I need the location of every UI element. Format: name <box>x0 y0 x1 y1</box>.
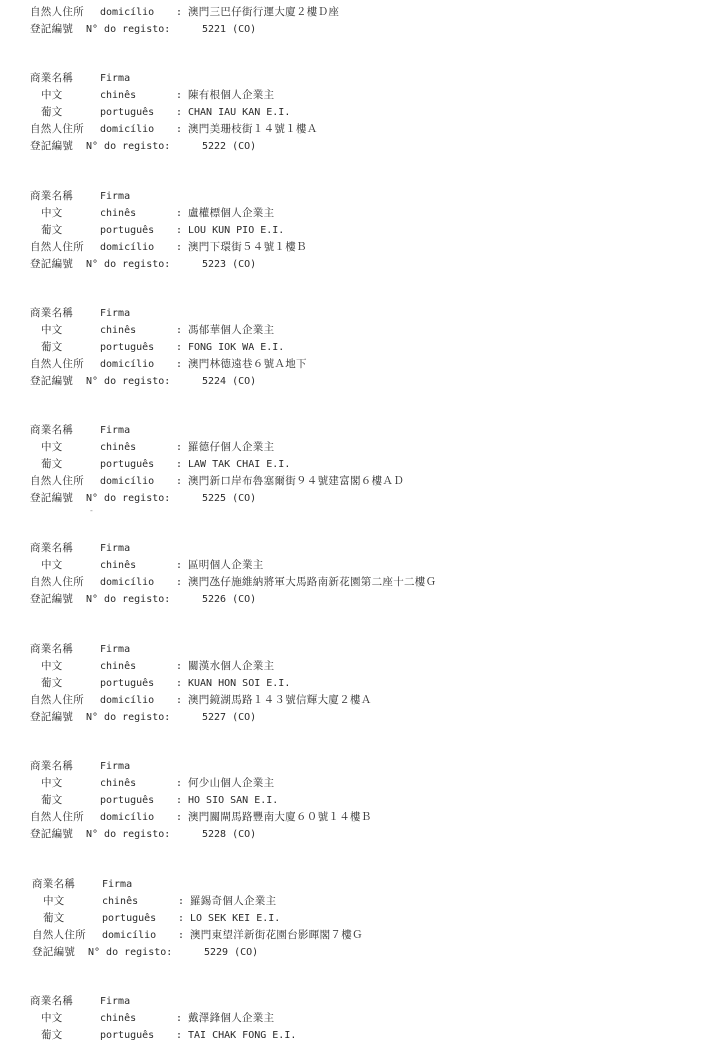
domicilio-label-zh: 自然人住所 <box>30 694 84 706</box>
registo-label-zh: 登記編號 <box>30 828 74 840</box>
registo-value: 5224 (CO) <box>202 376 257 387</box>
portugues-name-value: LOU KUN PIO E.I. <box>188 225 285 236</box>
registry-entry <box>30 641 690 726</box>
separator-colon: : <box>176 459 183 470</box>
domicilio-label-zh: 自然人住所 <box>30 358 84 370</box>
registo-label-zh: 登記編號 <box>30 258 74 270</box>
firma-label-zh: 商業名稱 <box>30 760 74 772</box>
registo-value: 5223 (CO) <box>202 259 257 270</box>
separator-colon: : <box>178 896 185 907</box>
registo-line <box>30 709 690 726</box>
chines-line <box>30 205 690 222</box>
registo-value: 5227 (CO) <box>202 712 257 723</box>
registo-value: 5228 (CO) <box>202 829 257 840</box>
portugues-name-value: FONG IOK WA E.I. <box>188 342 285 353</box>
registo-line <box>30 373 690 390</box>
separator-colon: : <box>176 442 183 453</box>
separator-colon: : <box>176 359 183 370</box>
domicilio-label-zh: 自然人住所 <box>30 241 84 253</box>
separator-colon: : <box>176 208 183 219</box>
portugues-label-zh: 葡文 <box>41 224 63 236</box>
portugues-label-zh: 葡文 <box>41 1029 63 1041</box>
registo-line <box>30 21 690 38</box>
portugues-name-value: CHAN IAU KAN E.I. <box>188 107 291 118</box>
separator-colon: : <box>176 242 183 253</box>
separator-colon: : <box>176 661 183 672</box>
portugues-label-zh: 葡文 <box>41 677 63 689</box>
portugues-label-zh: 葡文 <box>41 341 63 353</box>
firma-line <box>30 70 690 87</box>
domicilio-value: 澳門三巴仔街行運大廈２樓Ｄ座 <box>188 6 340 18</box>
separator-colon: : <box>176 90 183 101</box>
firma-label-zh: 商業名稱 <box>30 307 74 319</box>
firma-line <box>30 188 690 205</box>
registo-label-pt: N° do registo: <box>88 947 173 958</box>
portugues-label-pt: português <box>100 342 155 353</box>
firma-line <box>30 540 690 557</box>
firma-line <box>30 305 690 322</box>
portugues-label-zh: 葡文 <box>43 912 65 924</box>
domicilio-value: 澳門氹仔施維納將軍大馬路南新花園第二座十二樓Ｇ <box>188 576 437 588</box>
registry-entry <box>30 70 690 155</box>
registry-entry <box>30 188 690 273</box>
chines-line <box>30 658 690 675</box>
chines-name-value: 馮郁華個人企業主 <box>188 324 275 336</box>
registo-label-zh: 登記編號 <box>30 140 74 152</box>
chines-name-value: 戴澤鋒個人企業主 <box>188 1012 275 1024</box>
domicilio-line <box>30 809 690 826</box>
registo-label-zh: 登記編號 <box>30 23 74 35</box>
firma-label-zh: 商業名稱 <box>30 72 74 84</box>
firma-label-zh: 商業名稱 <box>30 643 74 655</box>
portugues-name-value: KUAN HON SOI E.I. <box>188 678 291 689</box>
chines-label-pt: chinês <box>102 896 139 907</box>
firma-label-zh: 商業名稱 <box>30 995 74 1007</box>
chines-line <box>30 439 690 456</box>
domicilio-value: 澳門美珊枝街１４號１樓Ａ <box>188 123 318 135</box>
separator-colon: : <box>176 577 183 588</box>
domicilio-label-zh: 自然人住所 <box>32 929 86 941</box>
portugues-label-pt: português <box>100 678 155 689</box>
registo-label-zh: 登記編號 <box>32 946 76 958</box>
portugues-label-zh: 葡文 <box>41 458 63 470</box>
registo-line <box>32 944 692 961</box>
portugues-label-pt: português <box>100 107 155 118</box>
firma-label-zh: 商業名稱 <box>30 190 74 202</box>
chines-name-value: 何少山個人企業主 <box>188 777 275 789</box>
domicilio-line <box>30 574 690 591</box>
registo-value: 5229 (CO) <box>204 947 259 958</box>
registry-entry <box>30 993 690 1044</box>
portugues-label-zh: 葡文 <box>41 794 63 806</box>
chines-line <box>30 775 690 792</box>
portugues-line <box>30 675 690 692</box>
portugues-label-pt: português <box>100 225 155 236</box>
separator-colon: : <box>176 678 183 689</box>
chines-label-pt: chinês <box>100 778 137 789</box>
firma-line <box>30 758 690 775</box>
registo-label-pt: N° do registo: <box>86 594 171 605</box>
chines-label-pt: chinês <box>100 208 137 219</box>
registo-line <box>30 826 690 843</box>
registo-value: 5222 (CO) <box>202 141 257 152</box>
domicilio-value: 澳門下環街５４號１樓Ｂ <box>188 241 307 253</box>
registo-line <box>30 490 690 507</box>
separator-colon: : <box>178 913 185 924</box>
domicilio-line <box>30 239 690 256</box>
domicilio-value: 澳門新口岸布魯塞爾街９４號建富閣６樓ＡＤ <box>188 475 404 487</box>
registo-line <box>30 256 690 273</box>
registo-value: 5225 (CO) <box>202 493 257 504</box>
chines-label-zh: 中文 <box>41 324 63 336</box>
registry-entry <box>30 758 690 843</box>
chines-name-value: 區明個人企業主 <box>188 559 264 571</box>
chines-label-zh: 中文 <box>43 895 65 907</box>
registo-line <box>30 138 690 155</box>
registo-label-pt: N° do registo: <box>86 141 171 152</box>
domicilio-label-zh: 自然人住所 <box>30 811 84 823</box>
separator-colon: : <box>176 325 183 336</box>
domicilio-label-pt: domicílio <box>100 476 155 487</box>
domicilio-value: 澳門鏡湖馬路１４３號信輝大廈２樓Ａ <box>188 694 372 706</box>
portugues-line <box>30 456 690 473</box>
domicilio-label-pt: domicílio <box>100 359 155 370</box>
registry-entry <box>30 422 690 507</box>
chines-label-pt: chinês <box>100 442 137 453</box>
portugues-label-pt: português <box>100 1030 155 1041</box>
portugues-line <box>30 222 690 239</box>
separator-colon: : <box>176 476 183 487</box>
portugues-name-value: LO SEK KEI E.I. <box>190 913 281 924</box>
domicilio-label-pt: domicílio <box>100 7 155 18</box>
firma-label-zh: 商業名稱 <box>30 542 74 554</box>
firma-label-pt: Firma <box>100 73 131 84</box>
portugues-name-value: LAW TAK CHAI E.I. <box>188 459 291 470</box>
chines-name-value: 羅錫奇個人企業主 <box>190 895 277 907</box>
firma-label-pt: Firma <box>100 761 131 772</box>
separator-colon: : <box>176 695 183 706</box>
portugues-label-pt: português <box>100 795 155 806</box>
firma-label-pt: Firma <box>100 308 131 319</box>
portugues-line <box>32 910 692 927</box>
portugues-line <box>30 1027 690 1044</box>
portugues-label-pt: português <box>102 913 157 924</box>
firma-label-zh: 商業名稱 <box>32 878 76 890</box>
firma-label-pt: Firma <box>100 996 131 1007</box>
registo-value: 5221 (CO) <box>202 24 257 35</box>
firma-line <box>30 422 690 439</box>
firma-label-pt: Firma <box>100 425 131 436</box>
registo-label-zh: 登記編號 <box>30 593 74 605</box>
domicilio-label-zh: 自然人住所 <box>30 123 84 135</box>
domicilio-line <box>30 473 690 490</box>
domicilio-label-zh: 自然人住所 <box>30 6 84 18</box>
separator-colon: : <box>176 107 183 118</box>
scan-speck: - <box>89 506 94 515</box>
domicilio-line <box>32 927 692 944</box>
separator-colon: : <box>176 342 183 353</box>
registry-entry <box>30 305 690 390</box>
registo-label-zh: 登記編號 <box>30 711 74 723</box>
portugues-line <box>30 792 690 809</box>
separator-colon: : <box>176 1013 183 1024</box>
registo-label-zh: 登記編號 <box>30 375 74 387</box>
chines-label-pt: chinês <box>100 90 137 101</box>
domicilio-label-zh: 自然人住所 <box>30 475 84 487</box>
chines-line <box>30 1010 690 1027</box>
separator-colon: : <box>176 795 183 806</box>
firma-label-pt: Firma <box>100 644 131 655</box>
portugues-line <box>30 104 690 121</box>
domicilio-line <box>30 121 690 138</box>
chines-label-zh: 中文 <box>41 89 63 101</box>
chines-name-value: 羅德仔個人企業主 <box>188 441 275 453</box>
separator-colon: : <box>176 778 183 789</box>
registo-value: 5226 (CO) <box>202 594 257 605</box>
chines-label-pt: chinês <box>100 325 137 336</box>
chines-name-value: 盧權標個人企業主 <box>188 207 275 219</box>
registo-label-zh: 登記編號 <box>30 492 74 504</box>
portugues-label-pt: português <box>100 459 155 470</box>
domicilio-line <box>30 692 690 709</box>
registo-label-pt: N° do registo: <box>86 24 171 35</box>
chines-label-zh: 中文 <box>41 441 63 453</box>
domicilio-value: 澳門林德遠巷６號Ａ地下 <box>188 358 307 370</box>
registo-line <box>30 591 690 608</box>
registry-entry-partial <box>30 4 690 38</box>
portugues-label-zh: 葡文 <box>41 106 63 118</box>
chines-label-zh: 中文 <box>41 777 63 789</box>
chines-line <box>32 893 692 910</box>
domicilio-label-pt: domicílio <box>100 124 155 135</box>
domicilio-line <box>30 4 690 21</box>
chines-name-value: 陳有根個人企業主 <box>188 89 275 101</box>
chines-line <box>30 322 690 339</box>
chines-label-pt: chinês <box>100 560 137 571</box>
chines-label-zh: 中文 <box>41 559 63 571</box>
firma-label-pt: Firma <box>100 543 131 554</box>
firma-label-pt: Firma <box>102 879 133 890</box>
separator-colon: : <box>176 124 183 135</box>
portugues-name-value: HO SIO SAN E.I. <box>188 795 279 806</box>
separator-colon: : <box>176 225 183 236</box>
domicilio-label-pt: domicílio <box>100 242 155 253</box>
registo-label-pt: N° do registo: <box>86 493 171 504</box>
chines-label-zh: 中文 <box>41 660 63 672</box>
separator-colon: : <box>176 812 183 823</box>
domicilio-value: 澳門東望洋新街花園台影暉閣７樓Ｇ <box>190 929 363 941</box>
firma-line <box>30 641 690 658</box>
chines-label-zh: 中文 <box>41 207 63 219</box>
chines-label-zh: 中文 <box>41 1012 63 1024</box>
domicilio-line <box>30 356 690 373</box>
domicilio-label-pt: domicílio <box>100 812 155 823</box>
registo-label-pt: N° do registo: <box>86 376 171 387</box>
separator-colon: : <box>176 7 183 18</box>
domicilio-label-pt: domicílio <box>102 930 157 941</box>
chines-name-value: 關漢水個人企業主 <box>188 660 275 672</box>
chines-line <box>30 87 690 104</box>
chines-label-pt: chinês <box>100 661 137 672</box>
domicilio-label-zh: 自然人住所 <box>30 576 84 588</box>
portugues-name-value: TAI CHAK FONG E.I. <box>188 1030 297 1041</box>
chines-label-pt: chinês <box>100 1013 137 1024</box>
registo-label-pt: N° do registo: <box>86 829 171 840</box>
registry-entry <box>32 876 692 961</box>
separator-colon: : <box>176 1030 183 1041</box>
firma-line <box>30 993 690 1010</box>
domicilio-label-pt: domicílio <box>100 695 155 706</box>
registo-label-pt: N° do registo: <box>86 712 171 723</box>
registry-entry <box>30 540 690 608</box>
domicilio-value: 澳門關閘馬路豐南大廈６０號１４樓Ｂ <box>188 811 372 823</box>
portugues-line <box>30 339 690 356</box>
chines-line <box>30 557 690 574</box>
registo-label-pt: N° do registo: <box>86 259 171 270</box>
firma-line <box>32 876 692 893</box>
firma-label-pt: Firma <box>100 191 131 202</box>
separator-colon: : <box>178 930 185 941</box>
firma-label-zh: 商業名稱 <box>30 424 74 436</box>
domicilio-label-pt: domicílio <box>100 577 155 588</box>
separator-colon: : <box>176 560 183 571</box>
